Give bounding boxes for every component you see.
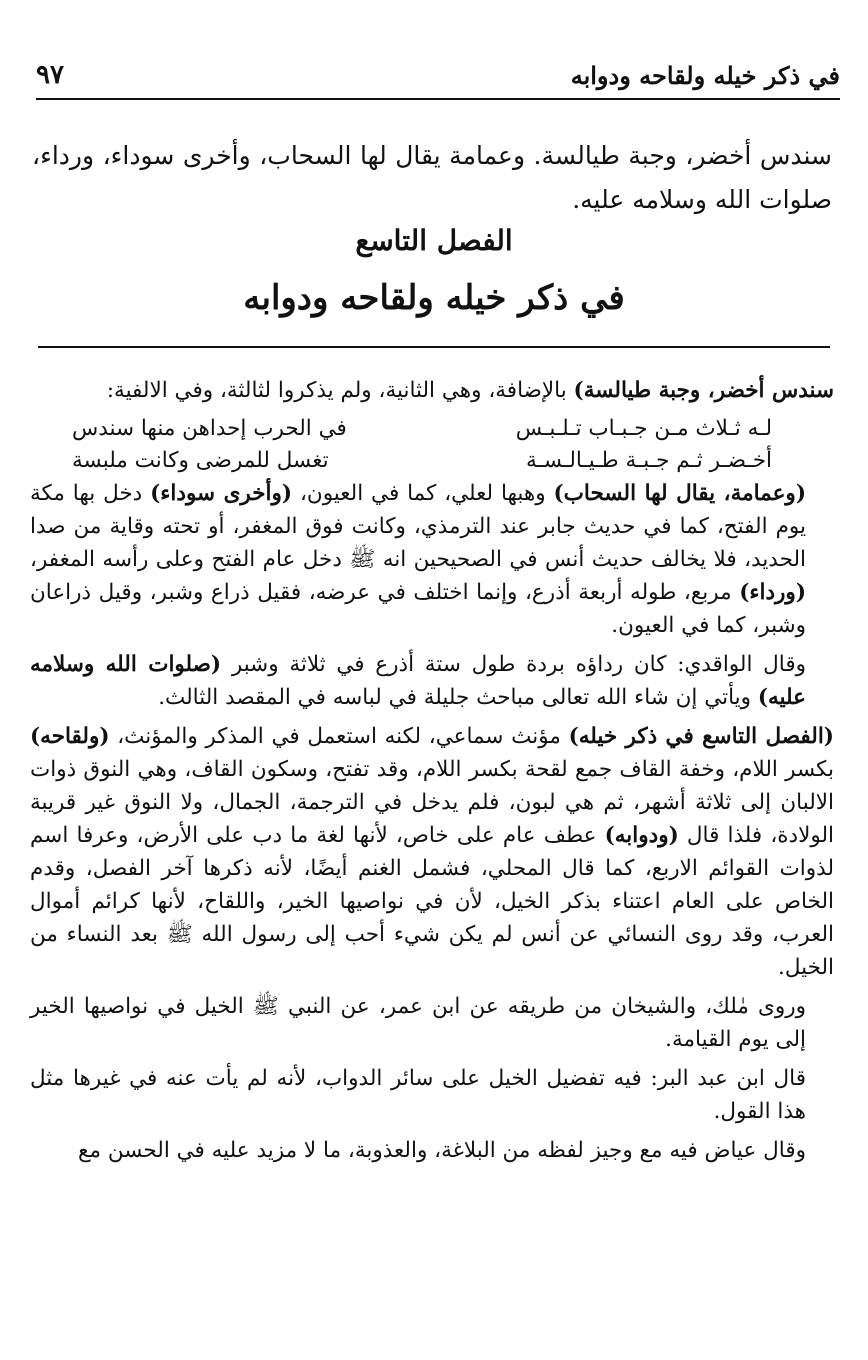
bold-lemma: سندس أخضر، وجبة طيالسة) (573, 378, 834, 403)
verse-hemistich-left: تغسل للمرضى وكانت ملبسة (72, 448, 329, 473)
verse-hemistich-right: لـه ثـلاث مـن جـبـاب تـلـبـس (515, 416, 772, 441)
chapter-title: في ذكر خيله ولقاحه ودوابه (243, 278, 625, 318)
page-header (36, 52, 840, 100)
paragraph-text: وقال الواقدي: كان رداؤه بردة طول ستة أذرع في ثلاثة وشبر (221, 652, 807, 677)
bold-lemma: (ورداء) (739, 580, 806, 605)
commentary-paragraph: وروى مٰلك، والشيخان من طريقه عن ابن عمر، عن النبي ﷺ الخيل في نواصيها الخير إلى يوم القيامة. (30, 994, 806, 1052)
verse-line (72, 445, 772, 477)
verse-hemistich-right: أخـضـر ثـم جـبـة طـيـالـسـة (526, 448, 772, 473)
running-title: في ذكر خيله ولقاحه ودوابه (570, 60, 840, 90)
page-number: ٩٧ (36, 60, 64, 90)
main-text: سندس أخضر، وجبة طيالسة. وعمامة يقال لها السحاب، وأخرى سوداء، ورداء، صلوات الله وسلامه عليه. (32, 141, 832, 214)
paragraph-text: بالإضافة، وهي الثانية، ولم يذكروا لثالثة، وفي الالفية: (106, 378, 574, 403)
section-divider (38, 346, 830, 348)
bold-lemma: (الفصل التاسع في ذكر خيله) (568, 724, 834, 749)
bold-lemma: (ودوابه) (604, 823, 679, 848)
bold-lemma: (ولقاحه) (30, 724, 110, 749)
bold-lemma: (صلوات الله وسلامه عليه) (30, 652, 806, 710)
verse-hemistich-left: في الحرب إحداهن منها سندس (72, 416, 347, 441)
paragraph-text: مؤنث سماعي، لكنه استعمل في المذكر والمؤنث، (109, 724, 569, 749)
bold-lemma: (وعمامة، يقال لها السحاب) (553, 481, 806, 506)
paragraph-text: مربع، طوله أربعة أذرع، وإنما اختلف في عرضه، فقيل ذراع وشبر، وقيل ذراعان وشبر، كما في العيون. (30, 580, 806, 638)
paragraph-text: ويأتي إن شاء الله تعالى مباحث جليلة في لباسه في المقصد الثالث. (158, 685, 758, 710)
commentary-paragraph: وقال عياض فيه مع وجيز لفظه من البلاغة، والعذوبة، ما لا مزيد عليه في الحسن مع (78, 1138, 806, 1163)
commentary-paragraph: قال ابن عبد البر: فيه تفضيل الخيل على سائر الدواب، لأنه لم يأت عنه في غيرها مثل هذا القول. (30, 1066, 806, 1124)
commentary-paragraph (30, 648, 834, 714)
commentary-paragraph (30, 374, 834, 407)
commentary (30, 374, 834, 1173)
commentary-paragraph (30, 477, 834, 642)
paragraph-text: بكسر اللام، وخفة القاف جمع لقحة بكسر اللام، وقد تفتح، وسكون القاف، وهي النوق ذوات الالبان إلى ثلاثة أشهر، ثم هي لبون، فلم يدخل في الترجمة، الجمال، ولا النوق غير قريبة الولادة، فلذا قال (30, 757, 835, 848)
commentary-paragraph (30, 720, 834, 984)
verse-line (72, 413, 772, 445)
bold-lemma: (وأخرى سوداء) (150, 481, 293, 506)
verse-block (72, 413, 772, 477)
paragraph-text: وهبها لعلي، كما في العيون، (292, 481, 554, 506)
chapter-label: الفصل التاسع (355, 224, 513, 257)
paragraph-text: عطف عام على خاص، لأنها لغة ما دب على الأرض، وعرفا اسم لذوات القوائم الاربع، كما قال المحلي، فشمل الغنم أيضًا، لأنه ذكرها آخر الفصل، وقدم الخاص على العام اعتناء بذكر الخيل، لأن في نواصيها الخير، واللقاح، لأنها كرائم أموال العرب، وقد روى النسائي عن أنس لم يكن شيء أحب إلى رسول الله ﷺ بعد النساء من الخيل. (30, 823, 834, 980)
paragraph-text: دخل بها مكة يوم الفتح، كما في حديث جابر عند الترمذي، وكانت فوق المغفر، أو تحته وقاية من صدا الحديد، فلا يخالف حديث أنس في الصحيحين انه ﷺ دخل عام الفتح وعلى رأسه المغفر، (30, 481, 806, 572)
